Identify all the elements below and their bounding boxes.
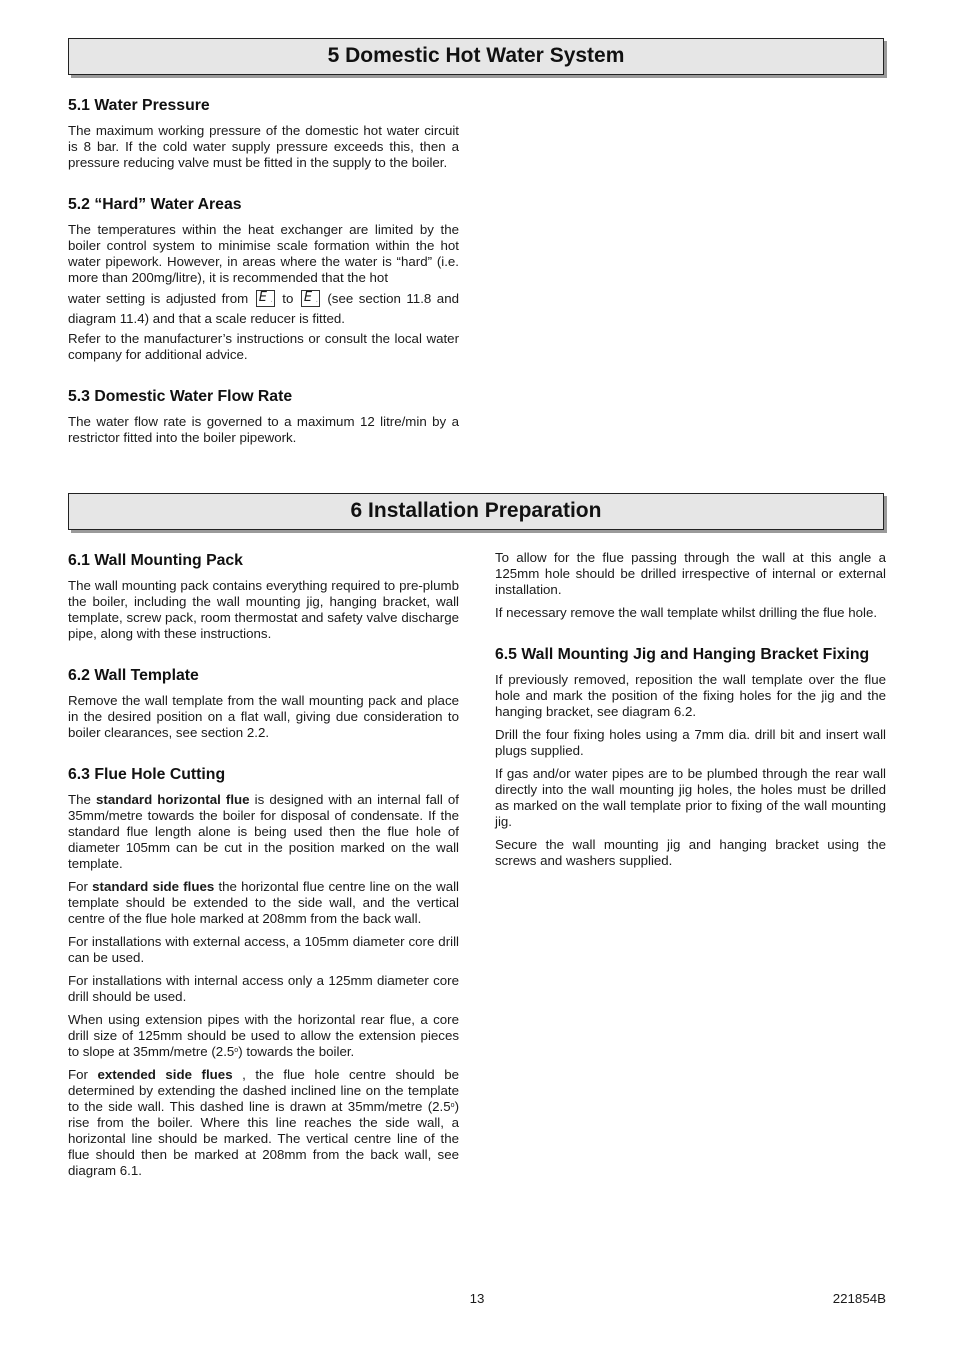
text-span: water setting is adjusted from xyxy=(68,291,249,306)
text-span: For xyxy=(68,879,88,894)
section-5-3 xyxy=(68,386,459,446)
page-number: 13 xyxy=(469,1291,485,1306)
heading-5-3: 5.3 Domestic Water Flow Rate xyxy=(68,388,293,405)
icon-sub: · xyxy=(270,299,273,305)
section-6-left-column xyxy=(68,550,459,1202)
paragraph: Refer to the manufacturer’s instructions or consult the local water company for additional advice. xyxy=(68,331,459,362)
section-6-4-continued xyxy=(495,550,886,621)
heading-5-2: 5.2 “Hard” Water Areas xyxy=(68,196,242,213)
paragraph: The maximum working pressure of the domestic hot water circuit is 8 bar. If the cold water supply pressure exceeds this, then a pressure reducing valve must be fitted in the supply to the boiler. xyxy=(68,123,459,170)
section-6-2 xyxy=(68,665,459,741)
paragraph: The temperatures within the heat exchanger are limited by the boiler control system to minimise scale formation within the hot water pipework. However, in areas where the water is “hard” (i.e. more than 200mg/litre), it is recommended that the hot xyxy=(68,222,459,285)
heading-6-5: 6.5 Wall Mounting Jig and Hanging Bracket Fixing xyxy=(495,646,870,663)
display-e-icon xyxy=(301,290,320,307)
paragraph: To allow for the flue passing through the wall at this angle a 125mm hole should be drilled irrespective of internal or external installation. xyxy=(495,550,886,597)
text-span: the horizontal flue centre line on the wall template should be extended to the side wall, and the vertical centre of the flue hole marked at 208mm from the back wall. xyxy=(68,879,460,926)
text-span: ) rise from the boiler. Where this line reaches the side wall, a horizontal line should be marked. The vertical centre line of the flue should then be marked at 208mm from the back wall, see diagram 6.1. xyxy=(68,1099,459,1178)
text-span: For xyxy=(68,1067,88,1082)
paragraph xyxy=(68,1067,459,1179)
paragraph: If necessary remove the wall template whilst drilling the flue hole. xyxy=(495,605,878,620)
paragraph: Drill the four fixing holes using a 7mm dia. drill bit and insert wall plugs supplied. xyxy=(495,727,886,758)
text-span: is designed with an internal fall of 35mm/metre towards the boiler for disposal of condensate. If the standard flue length alone is being used then the flue hole of diameter 105mm can be cut in the position marked on the wall template. xyxy=(68,792,459,871)
text-span: (see section 11.8 and diagram 11.4) and that a scale reducer is fitted. xyxy=(68,291,459,326)
section-6-title: 6 Installation Preparation xyxy=(350,499,602,522)
paragraph: Remove the wall template from the wall mounting pack and place in the desired position on a flat wall, giving due consideration to boiler clearances, see section 2.2. xyxy=(68,693,459,740)
section-6-3 xyxy=(68,764,459,1179)
heading-6-2: 6.2 Wall Template xyxy=(68,667,199,684)
section-5-1 xyxy=(68,95,459,171)
icon-glyph: E xyxy=(258,290,267,305)
bold-term: standard horizontal flue xyxy=(96,792,250,807)
heading-5-1: 5.1 Water Pressure xyxy=(68,97,210,114)
heading-6-3: 6.3 Flue Hole Cutting xyxy=(68,766,226,783)
bold-term: extended side flues xyxy=(97,1067,233,1082)
section-6-banner xyxy=(68,493,884,530)
paragraph: For installations with external access, a 105mm diameter core drill can be used. xyxy=(68,934,459,965)
bold-term: standard side flues xyxy=(92,879,215,894)
section-6-1 xyxy=(68,550,459,642)
icon-sub: · xyxy=(315,299,318,305)
paragraph: The water flow rate is governed to a maximum 12 litre/min by a restrictor fitted into the boiler pipework. xyxy=(68,414,459,445)
section-5-title: 5 Domestic Hot Water System xyxy=(327,44,625,67)
paragraph: For installations with internal access only a 125mm diameter core drill should be used. xyxy=(68,973,459,1004)
paragraph xyxy=(68,792,459,872)
section-5-banner xyxy=(68,38,884,75)
text-span: , the flue hole centre should be determined by extending the dashed inclined line on the template to the side wall. This dashed line is drawn at 35mm/metre (2.5 xyxy=(68,1067,460,1114)
paragraph: If gas and/or water pipes are to be plumbed through the rear wall directly into the wall mounting jig holes, the holes must be drilled as marked on the wall template prior to fixing of the wall mounting jig. xyxy=(495,766,886,829)
text-span: to xyxy=(282,291,294,306)
paragraph xyxy=(68,1012,459,1060)
icon-glyph: E xyxy=(303,290,313,305)
heading-6-1: 6.1 Wall Mounting Pack xyxy=(68,552,243,569)
section-6-right-column xyxy=(495,550,886,892)
paragraph xyxy=(68,879,459,927)
document-code: 221854B xyxy=(832,1291,886,1306)
text-span: When using extension pipes with the horizontal rear flue, a core drill size of 125mm should be used to allow the extension pieces to slope at 35mm/metre (2.5 xyxy=(68,1012,459,1059)
text-span: ) towards the boiler. xyxy=(238,1044,355,1059)
section-5-column xyxy=(68,95,459,469)
text-span: The xyxy=(68,792,91,807)
degree-sup: o xyxy=(450,1102,455,1109)
section-6-5 xyxy=(495,644,886,869)
section-5-2 xyxy=(68,194,459,363)
paragraph: The wall mounting pack contains everything required to pre-plumb the boiler, including the wall mounting jig, hanging bracket, wall template, screw pack, room thermostat and safety valve discharge pipe, along with these instructions. xyxy=(68,578,459,641)
degree-sup: o xyxy=(234,1047,239,1054)
display-e-icon xyxy=(256,290,275,307)
paragraph: Secure the wall mounting jig and hanging bracket using the screws and washers supplied. xyxy=(495,837,886,868)
paragraph: If previously removed, reposition the wall template over the flue hole and mark the position of the fixing holes for the jig and the hanging bracket, see diagram 6.2. xyxy=(495,672,886,719)
paragraph-with-icons xyxy=(68,289,459,329)
